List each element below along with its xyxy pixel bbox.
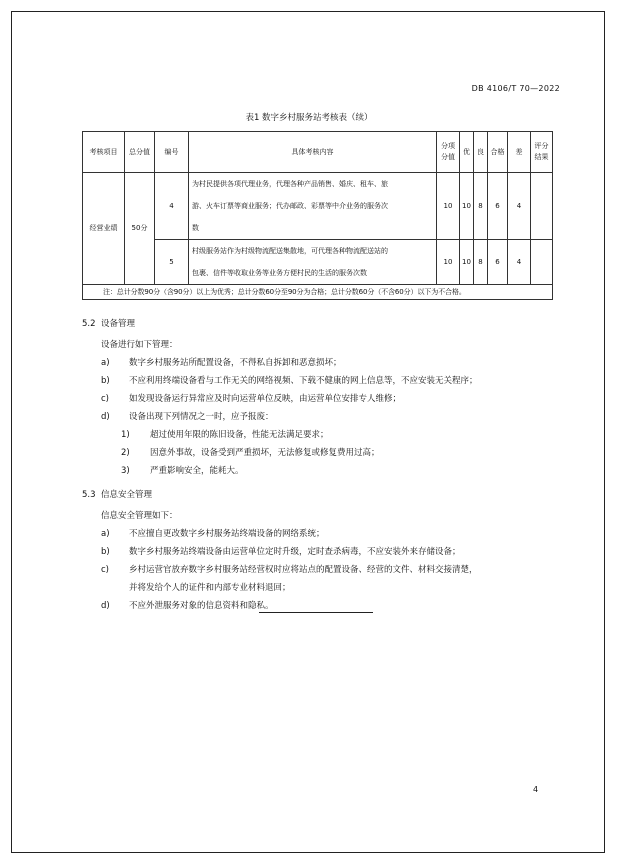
section-5-3-heading: 5.3 信息安全管理: [82, 490, 153, 500]
evaluation-table: [82, 131, 553, 300]
header-good: 良: [474, 132, 488, 173]
standard-number: DB 4106/T 70—2022: [471, 84, 560, 93]
header-pass: 合格: [488, 132, 508, 173]
list-item: b) 数字乡村服务站终端设备由运营单位定时升级，定时查杀病毒，不应安装外来存储设备；: [101, 547, 461, 557]
cell-good: 8: [474, 173, 488, 240]
cell-excellent: 10: [460, 240, 474, 285]
cell-excellent: 10: [460, 173, 474, 240]
page-number: 4: [533, 785, 539, 794]
header-content: 具体考核内容: [189, 132, 437, 173]
cell-content: 为村民提供各项代理业务，代理各种产品销售、婚庆、租车、旅 游、火车订票等商业服务；代办邮政、彩票等中介业务的服务次 数: [189, 173, 437, 240]
header-poor: 差: [508, 132, 531, 173]
header-excellent: 优: [460, 132, 474, 173]
section-5-2-intro: 设备进行如下管理：: [101, 340, 178, 350]
header-remark: 评分 结果: [531, 132, 553, 173]
table-header-row: [83, 132, 553, 173]
cell-score: 10: [437, 240, 460, 285]
list-item: a) 数字乡村服务站所配置设备，不得私自拆卸和恶意损坏；: [101, 358, 342, 368]
cell-poor: 4: [508, 173, 531, 240]
cell-no: 4: [155, 173, 189, 240]
list-item: b) 不应利用终端设备看与工作无关的网络视频、下载不健康的网上信息等，不应安装无关程序；: [101, 376, 478, 386]
section-5-2-heading: 5.2 设备管理: [82, 319, 136, 329]
cell-score: 10: [437, 173, 460, 240]
cell-remark: [531, 173, 553, 240]
list-item-continuation: 并将发给个人的证件和内部专业材料退回；: [129, 583, 291, 593]
sub-list-item: 2) 因意外事故，设备受到严重损坏，无法修复或修复费用过高；: [121, 448, 380, 458]
list-item: d) 不应外泄服务对象的信息资料和隐私。: [101, 601, 274, 611]
sub-list-item: 1) 超过使用年限的陈旧设备，性能无法满足要求；: [121, 430, 329, 440]
list-item: d) 设备出现下列情况之一时，应予报废：: [101, 412, 274, 422]
list-item: c) 如发现设备运行异常应及时向运营单位反映，由运营单位安排专人维修；: [101, 394, 402, 404]
list-item: a) 不应擅自更改数字乡村服务站终端设备的网络系统；: [101, 529, 325, 539]
sub-list-item: 3) 严重影响安全，能耗大。: [121, 466, 244, 476]
table-note-row: [83, 285, 553, 300]
header-item: 考核项目: [83, 132, 125, 173]
cell-no: 5: [155, 240, 189, 285]
cell-content: 村级服务站作为村级物流配送集散地，可代理各种物流配送站的 包裹、信件等收取业务等业务方便村民的生活的服务次数: [189, 240, 437, 285]
header-total: 总分值: [125, 132, 155, 173]
table-note: 注：总计分数90分（含90分）以上为优秀；总计分数60分至90分为合格；总计分数60分（不含60分）以下为不合格。: [83, 285, 553, 300]
cell-poor: 4: [508, 240, 531, 285]
table-row: [83, 173, 553, 240]
cell-remark: [531, 240, 553, 285]
table-caption: 表1 数字乡村服务站考核表（续）: [245, 113, 373, 123]
cell-good: 8: [474, 240, 488, 285]
cell-item: 经营业绩: [83, 173, 125, 285]
list-item: c) 乡村运营官放弃数字乡村服务站经营权时应将站点的配置设备、经营的文件、材料交接清楚，: [101, 565, 478, 575]
header-no: 编号: [155, 132, 189, 173]
cell-pass: 6: [488, 173, 508, 240]
cell-total: 50分: [125, 173, 155, 285]
cell-pass: 6: [488, 240, 508, 285]
end-rule: [259, 612, 373, 613]
header-score: 分项 分值: [437, 132, 460, 173]
section-5-3-intro: 信息安全管理如下：: [101, 511, 178, 521]
